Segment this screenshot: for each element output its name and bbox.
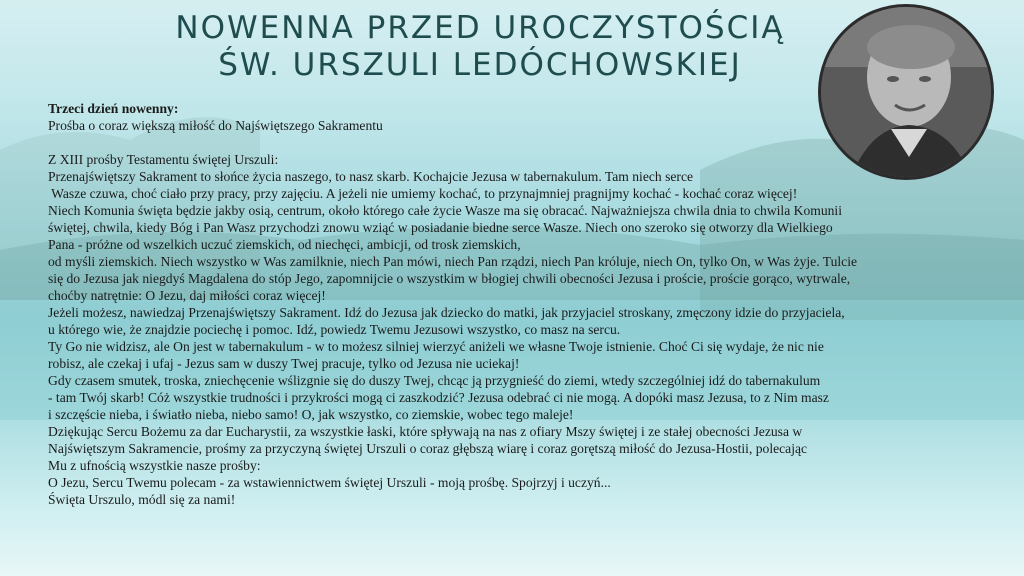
testament-text	[48, 151, 978, 508]
text-line: Dziękując Sercu Bożemu za dar Eucharystii, za wszystkie łaski, które spływają na nas z ofiary Mszy świętej i ze stałej obecności Jezusa w	[48, 424, 803, 439]
text-line: Mu z ufnością wszystkie nasze prośby:	[48, 458, 261, 473]
title-line-2: ŚW. URSZULI LEDÓCHOWSKIEJ	[218, 47, 742, 83]
text-line: Wasze czuwa, choć ciało przy pracy, przy zajęciu. A jeżeli nie umiemy kochać, to przynajmniej pragnijmy kochać - kochać coraz więcej!	[48, 186, 798, 201]
text-line: Ty Go nie widzisz, ale On jest w tabernakulum - w to możesz silniej wierzyć aniżeli we własne Twoje istnienie. Choć Ci się wydaje, że nic nie	[48, 339, 824, 354]
text-line: Święta Urszulo, módl się za nami!	[48, 492, 236, 507]
text-line: Przenajświętszy Sakrament to słońce życia naszego, to nasz skarb. Kochajcie Jezusa w tabernakulum. Tam niech serce	[48, 169, 694, 184]
text-line: choćby natrętnie: O Jezu, daj miłości coraz więcej!	[48, 288, 326, 303]
title-line-1: NOWENNA PRZED UROCZYSTOŚCIĄ	[175, 10, 785, 46]
spacer	[48, 134, 978, 151]
text-line: i szczęście nieba, i światło nieba, niebo samo! O, jak wszystko, co ziemskie, wobec tego maleje!	[48, 407, 574, 422]
text-line: O Jezu, Sercu Twemu polecam - za wstawiennictwem świętej Urszuli - moją prośbę. Spojrzyj i uczyń...	[48, 475, 611, 490]
text-line: - tam Twój skarb! Cóż wszystkie trudności i przykrości mogą ci zaszkodzić? Jezusa odebrać ci nie mogą. A dopóki masz Jezusa, to z Nim masz	[48, 390, 829, 405]
text-line: się do Jezusa jak niegdyś Magdalena do stóp Jego, zapomnijcie o wszystkim w błogiej chwili obecności Jezusa i proście, proście gorąco, wytrwale,	[48, 271, 851, 286]
text-line: Najświętszym Sakramencie, prośmy za przyczyną świętej Urszuli o coraz głębszą wiarę i coraz gorętszą miłość do Jezusa-Hostii, polecając	[48, 441, 808, 456]
text-line: u którego wie, że znajdzie pociechę i pomoc. Idź, powiedz Twemu Jezusowi wszystko, co masz na sercu.	[48, 322, 621, 337]
text-line: Gdy czasem smutek, troska, zniechęcenie wślizgnie się do duszy Twej, chcąc ją przygnieść do ziemi, wtedy szczególniej idź do tabernakulum	[48, 373, 821, 388]
text-line: Pana - próżne od wszelkich uczuć ziemskich, od niechęci, ambicji, od trosk ziemskich,	[48, 237, 521, 252]
text-line: Jeżeli możesz, nawiedzaj Przenajświętszy Sakrament. Idź do Jezusa jak dziecko do matki, jak przyjaciel stroskany, zmęczony idzie do przyjaciela,	[48, 305, 845, 320]
novena-text	[48, 100, 978, 508]
day-intention: Prośba o coraz większą miłość do Najświętszego Sakramentu	[48, 118, 383, 133]
text-line: od myśli ziemskich. Niech wszystko w Was zamilknie, niech Pan mówi, niech Pan rządzi, niech Pan króluje, niech On, tylko On, w Was żyje. Tulcie	[48, 254, 857, 269]
text-line: świętej, chwila, kiedy Bóg i Pan Wasz przychodzi znowu wziąć w posiadanie biedne serce Wasze. Niech ono szeroko się otworzy dla Wielkiego	[48, 220, 833, 235]
text-line: Z XIII prośby Testamentu świętej Urszuli:	[48, 152, 279, 167]
page-title	[100, 10, 860, 84]
text-line: Niech Komunia święta będzie jakby osią, centrum, około którego całe życie Wasze ma się obracać. Najważniejsza chwila dnia to chwila Komunii	[48, 203, 842, 218]
text-line: robisz, ale czekaj i ufaj - Jezus sam w duszy Twej pracuje, tylko od Jezusa nie uciekaj!	[48, 356, 520, 371]
day-heading: Trzeci dzień nowenny:	[48, 101, 179, 116]
